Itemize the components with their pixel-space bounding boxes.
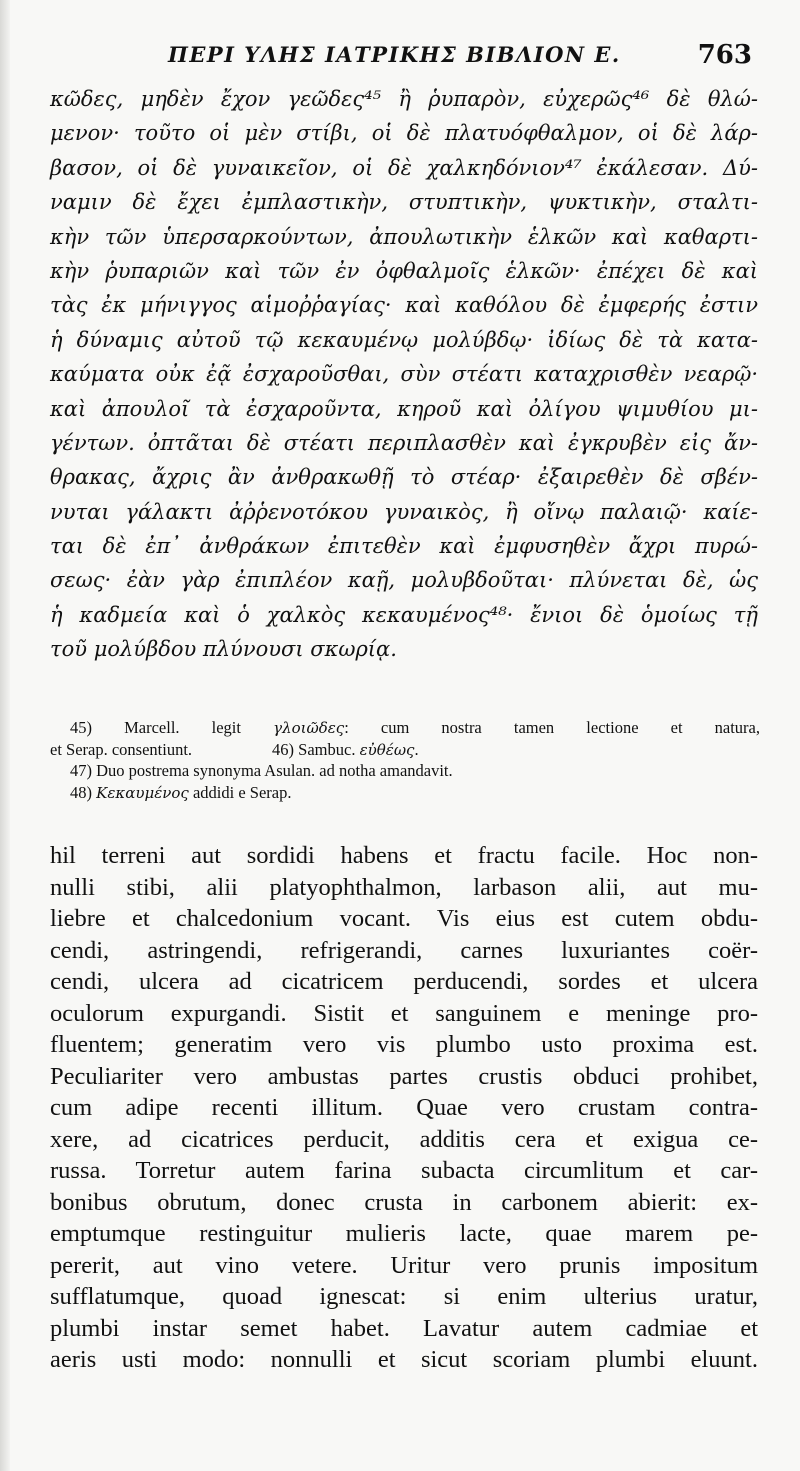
footnote-text: et Serap. consentiunt. <box>50 739 193 759</box>
greek-line: νυται γάλακτι ἀῤῥενοτόκου γυναικὸς, ἢ οἴνῳ παλαιῷ· καίε- <box>50 499 758 524</box>
latin-line: fluentem; generatim vero vis plumbo usto proxima est. <box>50 1031 758 1058</box>
greek-line: κὴν ῥυπαριῶν καὶ τῶν ἐν ὀφθαλμοῖς ἑλκῶν· ἐπέχει δὲ καὶ <box>50 258 758 283</box>
greek-line: τὰς ἐκ μήνιγγος αἱμοῤῥαγίας· καὶ καθόλου δὲ ἐμφερής ἐστιν <box>50 293 758 318</box>
greek-line: κῶδες, μηδὲν ἔχον γεῶδες⁴⁵ ἢ ῥυπαρὸν, εὐχερῶς⁴⁶ δὲ θλώ- <box>50 87 758 111</box>
greek-line: καὶ ἀπουλοῖ τὰ ἐσχαροῦντα, κηροῦ καὶ ὀλίγου ψιμυθίου μι- <box>50 396 758 421</box>
greek-line: ται δὲ ἐπ᾿ ἀνθράκων ἐπιτεθὲν καὶ ἐμφυσηθὲν ἄχρι πυρώ- <box>50 534 758 559</box>
footnote-47: 47) Duo postrema synonyma Asulan. ad notha amandavit. <box>70 761 453 780</box>
footnote-45 <box>70 717 760 739</box>
footnote-text: . <box>414 739 419 759</box>
greek-line: ἡ δύναμις αὐτοῦ τῷ κεκαυμένῳ μολύβδῳ· ἰδίως δὲ τὰ κατα- <box>50 327 758 352</box>
latin-line: cendi, ulcera ad cicatricem perducendi, sordes et ulcera <box>50 968 758 995</box>
footnote-text: 45) Marcell. legit <box>70 718 241 737</box>
latin-line: emptumque restinguitur mulieris lacte, quae marem pe- <box>50 1220 758 1247</box>
latin-line: liebre et chalcedonium vocant. Vis eius est cutem obdu- <box>50 905 758 932</box>
latin-line: oculorum expurgandi. Sistit et sanguinem e meninge pro- <box>50 999 758 1027</box>
greek-line: σεως· ἐὰν γὰρ ἐπιπλέον καῇ, μολυβδοῦται· πλύνεται δὲ, ὡς <box>50 568 758 593</box>
greek-line: θρακας, ἄχρις ἂν ἀνθρακωθῇ τὸ στέαρ· ἐξαιρεθὲν δὲ σβέν- <box>50 465 758 490</box>
greek-text-block <box>50 82 758 667</box>
footnotes <box>50 717 760 803</box>
latin-translation-block <box>50 840 758 1376</box>
greek-line: γέντων. ὀπτᾶται δὲ στέατι περιπλασθὲν καὶ ἐγκρυβὲν εἰς ἄν- <box>50 430 758 455</box>
greek-line: μενον· τοῦτο οἱ μὲν στίβι, οἱ δὲ πλατυόφθαλμον, οἱ δὲ λάρ- <box>50 121 758 146</box>
greek-line: κὴν τῶν ὑπερσαρκούντων, ἀπουλωτικὴν ἑλκῶν καὶ καθαρτι- <box>50 224 758 249</box>
latin-line: Peculiariter vero ambustas partes crustis obduci prohibet, <box>50 1062 758 1090</box>
footnote-greek-term: Κεκαυμένος <box>96 783 189 802</box>
footnote-greek-term: εὐθέως <box>359 740 415 759</box>
latin-line: sufflatumque, quoad ignescat: si enim ulterius uratur, <box>50 1283 758 1310</box>
greek-line: βασον, οἱ δὲ γυναικεῖον, οἱ δὲ χαλκηδόνιον⁴⁷ ἐκάλεσαν. Δύ- <box>50 155 758 180</box>
page-edge-shadow <box>0 0 10 1471</box>
running-head <box>40 38 760 78</box>
greek-line: καύματα οὐκ ἐᾷ ἐσχαροῦσθαι, σὺν στέατι καταχρισθὲν νεαρῷ· <box>50 362 758 387</box>
footnote-45-46 <box>50 739 760 761</box>
running-title: ΠΕΡΙ ΥΛΗΣ ΙΑΤΡΙΚΗΣ ΒΙΒΛΙΟΝ Ε. <box>168 42 621 67</box>
greek-line: ναμιν δὲ ἔχει ἐμπλαστικὴν, στυπτικὴν, ψυκτικὴν, σταλτι- <box>50 190 758 215</box>
greek-line: τοῦ μολύβδου πλύνουσι σκωρίᾳ. <box>50 637 397 662</box>
latin-line: russa. Torretur autem farina subacta circumlitum et car- <box>50 1157 758 1184</box>
footnote-text: 46) Sambuc. <box>272 739 356 759</box>
latin-line: aeris usti modo: nonnulli et sicut scoriam plumbi eluunt. <box>50 1346 758 1373</box>
latin-line: cum adipe recenti illitum. Quae vero crustam contra- <box>50 1094 758 1121</box>
latin-line: xere, ad cicatrices perducit, additis cera et exigua ce- <box>50 1125 758 1153</box>
latin-line: cendi, astringendi, refrigerandi, carnes luxuriantes coër- <box>50 936 758 964</box>
footnote-text: : cum nostra tamen lectione et natura, <box>344 718 760 737</box>
footnote-text: addidi e Serap. <box>192 782 292 802</box>
footnote-text: 48) <box>70 782 92 802</box>
latin-line: plumbi instar semet habet. Lavatur autem cadmiae et <box>50 1314 758 1342</box>
latin-line: nulli stibi, alii platyophthalmon, larbason alii, aut mu- <box>50 873 758 901</box>
footnote-48 <box>70 782 760 804</box>
page-number: 763 <box>697 40 752 70</box>
latin-line: hil terreni aut sordidi habens et fractu facile. Hoc non- <box>50 842 758 869</box>
latin-line: bonibus obrutum, donec crusta in carbonem abierit: ex- <box>50 1188 758 1216</box>
latin-line: pererit, aut vino vetere. Uritur vero prunis impositum <box>50 1251 758 1279</box>
footnote-greek-term: γλοιῶδες <box>273 719 345 737</box>
greek-line: ἡ καδμεία καὶ ὁ χαλκὸς κεκαυμένος⁴⁸· ἔνιοι δὲ ὁμοίως τῇ <box>50 602 758 627</box>
